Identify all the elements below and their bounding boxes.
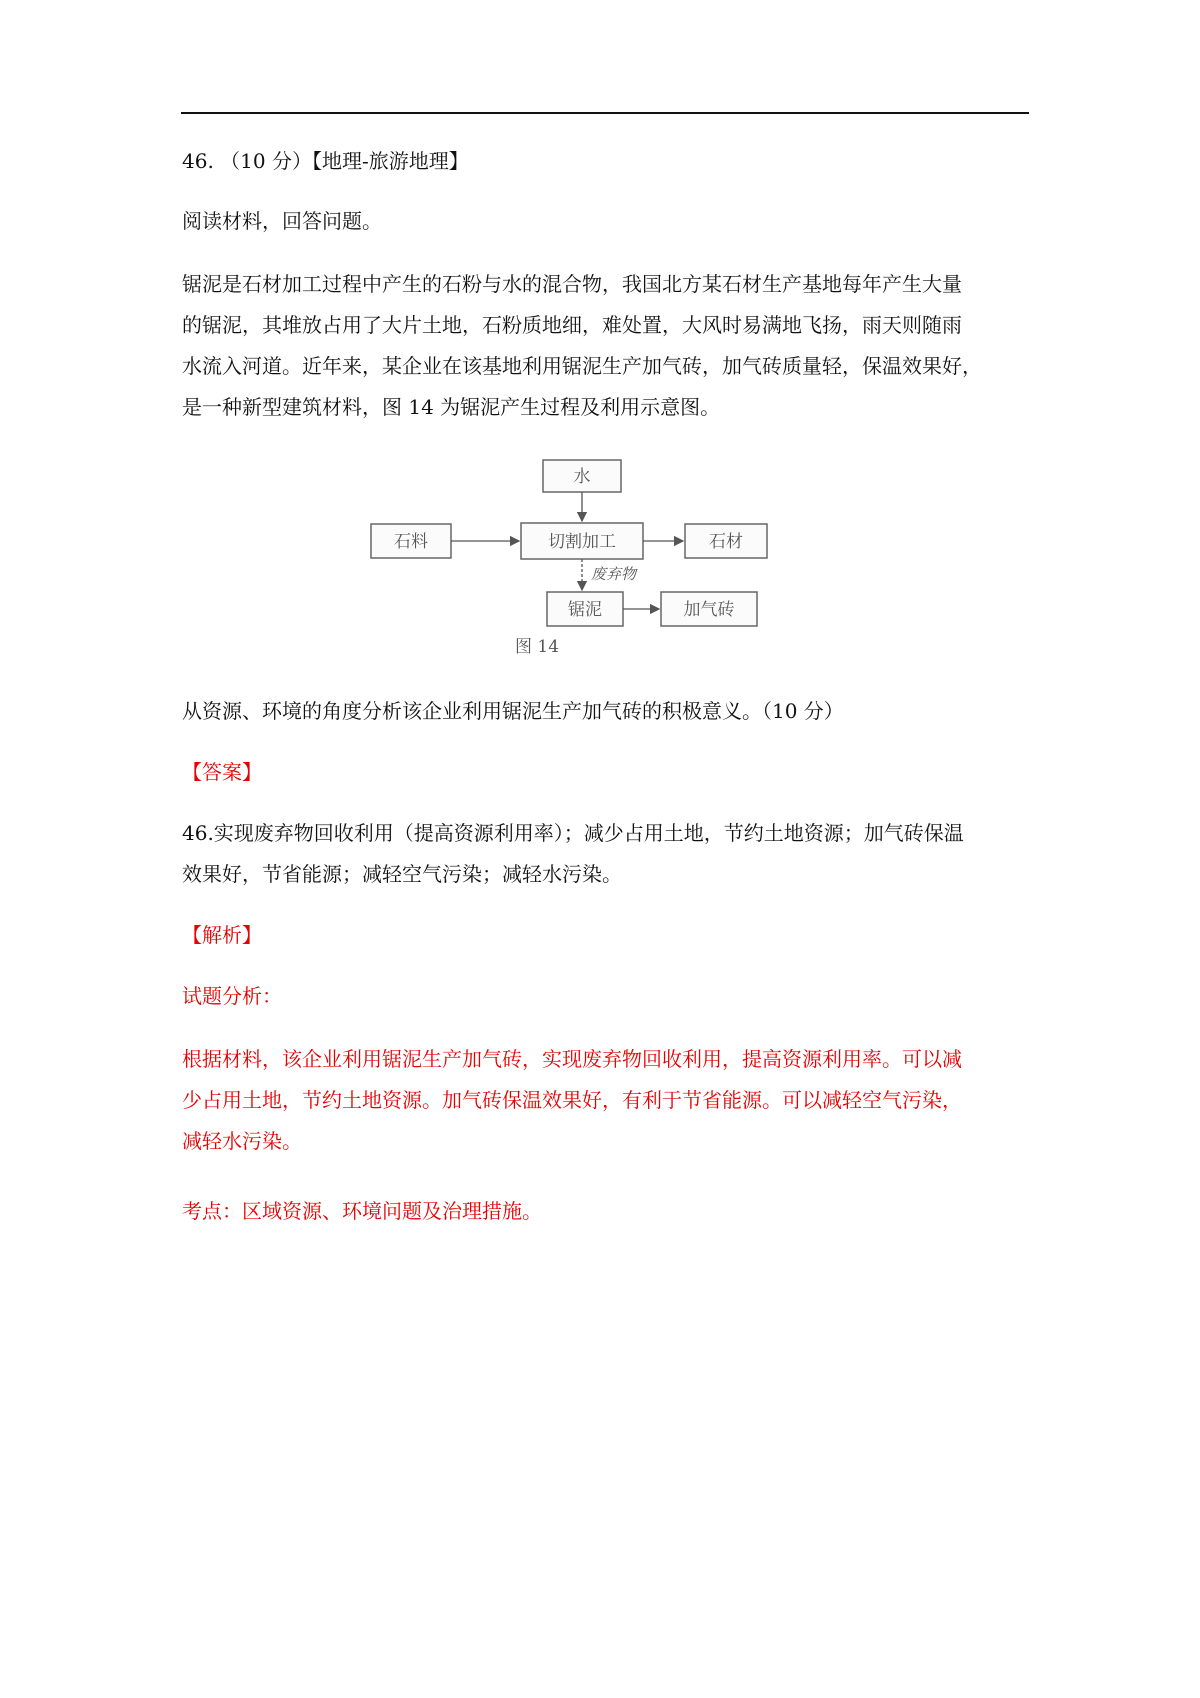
node-saw-mud-label: 锯泥 [568,600,602,620]
top-rule [181,112,1029,114]
material-line-3: 水流入河道。近年来，某企业在该基地利用锯泥生产加气砖，加气砖质量轻，保温效果好， [182,354,982,378]
node-cutting-label: 切割加工 [548,532,616,552]
answer-line-1: 46.实现废弃物回收利用（提高资源利用率）；减少占用土地，节约土地资源；加气砖保温 [182,821,964,845]
figure-caption: 图 14 [515,637,560,657]
node-water-label: 水 [573,467,591,487]
analysis-line-3: 减轻水污染。 [182,1129,302,1153]
analysis-line-1: 根据材料，该企业利用锯泥生产加气砖，实现废弃物回收利用，提高资源利用率。可以减 [182,1047,962,1071]
material-line-4: 是一种新型建筑材料，图 14 为锯泥产生过程及利用示意图。 [182,395,721,419]
analysis-subheading: 试题分析： [182,984,282,1008]
material-line-1: 锯泥是石材加工过程中产生的石粉与水的混合物，我国北方某石材生产基地每年产生大量 [182,272,962,296]
figure-14-flowchart [365,452,845,662]
material-line-2: 的锯泥，其堆放占用了大片土地，石粉质地细，难处置，大风时易满地飞扬，雨天则随雨 [182,313,962,337]
question-prompt: 从资源、环境的角度分析该企业利用锯泥生产加气砖的积极意义。（10 分） [182,699,844,723]
node-stone-product-label: 石材 [709,532,743,552]
edge-label-waste: 废弃物 [591,565,637,583]
question-title: 46. （10 分）【地理-旅游地理】 [182,149,469,173]
analysis-heading: 【解析】 [182,923,262,947]
knowledge-point: 考点：区域资源、环境问题及治理措施。 [182,1199,542,1223]
answer-heading: 【答案】 [182,760,262,784]
analysis-line-2: 少占用土地，节约土地资源。加气砖保温效果好，有利于节省能源。可以减轻空气污染， [182,1088,962,1112]
node-stone-raw-label: 石料 [394,532,428,552]
node-aerated-brick-label: 加气砖 [683,600,735,620]
answer-line-2: 效果好，节省能源；减轻空气污染；减轻水污染。 [182,862,622,886]
instruction-text: 阅读材料，回答问题。 [182,209,382,233]
